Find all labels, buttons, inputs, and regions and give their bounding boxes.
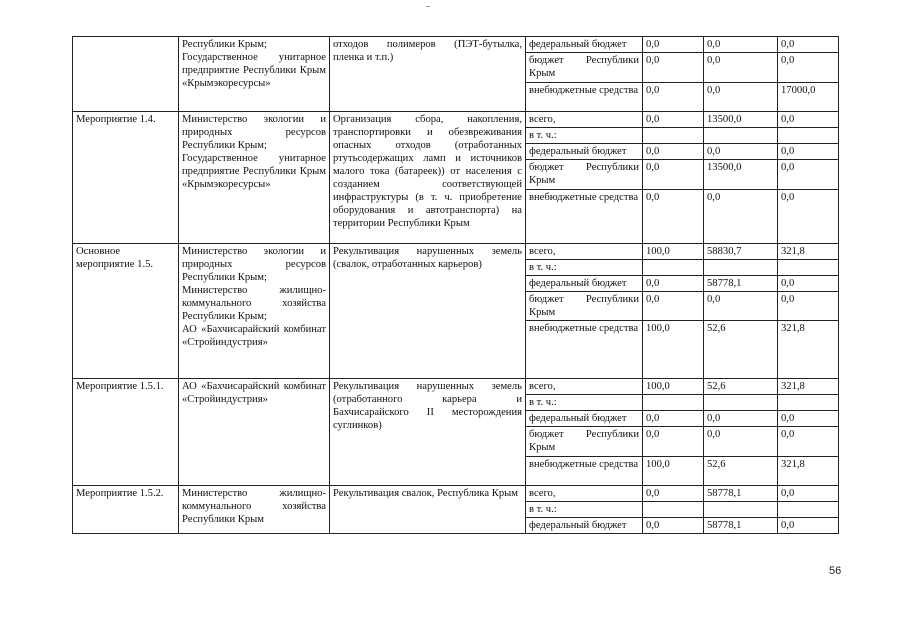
funding-source [526,276,643,292]
funding-value-1-text: 0,0 [646,192,660,203]
funding-value-3-text: 0,0 [781,488,795,499]
funding-value-1 [643,112,704,128]
measure-description-text: Рекультивация свалок, Республика Крым [333,488,518,499]
funding-source [526,160,643,190]
funding-value-1-text: 0,0 [646,146,660,157]
funding-value-2 [704,190,778,244]
funding-value-3-text: 0,0 [781,520,795,531]
measure-description [330,486,526,534]
funding-value-2 [704,321,778,379]
table-row [73,486,839,502]
funding-source-text: бюджет Республики Крым [529,294,639,318]
funding-source [526,379,643,395]
funding-value-3-text: 321,8 [781,323,805,334]
funding-value-3 [778,411,839,427]
table-row [73,37,839,53]
funding-value-1 [643,260,704,276]
funding-source [526,190,643,244]
funding-source [526,37,643,53]
funding-source-text: бюджет Республики Крым [529,55,639,79]
funding-value-3-text: 321,8 [781,381,805,392]
funding-source [526,128,643,144]
funding-source [526,502,643,518]
funding-value-3 [778,190,839,244]
funding-value-3 [778,53,839,83]
measure-description-text: Рекультивация нарушенных земель (свалок, отработанных карьеров) [333,246,522,270]
funding-value-2 [704,37,778,53]
funding-value-1-text: 100,0 [646,381,670,392]
funding-value-2 [704,518,778,534]
measure-executor-text: Республики Крым; Государственное унитарное предприятие Республики Крым «Крымэкоресурсы» [182,39,326,89]
funding-value-2-text: 13500,0 [707,162,742,173]
funding-value-2-text: 58830,7 [707,246,742,257]
funding-value-3 [778,112,839,128]
funding-value-2-text: 0,0 [707,39,721,50]
funding-value-3 [778,457,839,486]
funding-source [526,260,643,276]
funding-value-1 [643,276,704,292]
funding-source [526,244,643,260]
funding-value-1 [643,83,704,112]
funding-value-1-text: 0,0 [646,162,660,173]
funding-value-1 [643,160,704,190]
funding-value-3 [778,518,839,534]
funding-value-1-text: 0,0 [646,39,660,50]
funding-value-2 [704,144,778,160]
measure-executor [179,244,330,379]
funding-value-2-text: 13500,0 [707,114,742,125]
funding-value-1 [643,379,704,395]
funding-value-1-text: 100,0 [646,459,670,470]
table-row [73,112,839,128]
measure-name [73,379,179,486]
funding-value-3 [778,128,839,144]
measure-description [330,37,526,112]
funding-source-text: внебюджетные средства [529,85,639,96]
measure-name-text: Основное мероприятие 1.5. [76,246,154,270]
funding-value-3 [778,260,839,276]
funding-source-text: всего, [529,381,556,392]
funding-value-2-text: 0,0 [707,429,721,440]
funding-source-text: федеральный бюджет [529,413,627,424]
measure-description-text: отходов полимеров (ПЭТ-бутылка, пленка и т.п.) [333,39,522,63]
funding-source [526,112,643,128]
funding-value-2-text: 58778,1 [707,488,742,499]
funding-value-3-text: 0,0 [781,39,795,50]
measure-name-text: Мероприятие 1.5.1. [76,381,164,392]
funding-source-text: в т. ч.: [529,130,557,141]
funding-value-3-text: 17000,0 [781,85,816,96]
funding-value-1-text: 100,0 [646,246,670,257]
funding-value-1 [643,37,704,53]
funding-value-2 [704,395,778,411]
funding-value-2 [704,112,778,128]
measure-description-text: Организация сбора, накопления, транспортировки и обезвреживания опасных отходов (отработанных ртутьсодержащих ламп и источников малого тока (батареек)) от населения с созданием соответствующей инфраструктуры (в т. ч. приобретение оборудования и автотранспорта) на территории Республики Крым [333,114,522,229]
funding-source-text: внебюджетные средства [529,323,639,334]
table-row [73,244,839,260]
measure-executor [179,379,330,486]
funding-source-text: бюджет Республики Крым [529,162,639,186]
funding-value-2 [704,83,778,112]
budget-table [72,36,839,534]
funding-value-1 [643,292,704,321]
measure-executor-text: Министерство экологии и природных ресурсов Республики Крым; Министерство жилищно-коммунального хозяйства Республики Крым; АО «Бахчисарайский комбинат «Стройиндустрия» [182,246,326,348]
measure-description [330,112,526,244]
funding-value-1-text: 100,0 [646,323,670,334]
measure-executor [179,486,330,534]
funding-source [526,486,643,502]
funding-source-text: федеральный бюджет [529,146,627,157]
scan-mark [426,6,430,7]
funding-value-2-text: 0,0 [707,85,721,96]
funding-value-2 [704,160,778,190]
funding-value-2-text: 52,6 [707,459,726,470]
funding-value-3 [778,379,839,395]
funding-source-text: в т. ч.: [529,397,557,408]
funding-value-1-text: 0,0 [646,278,660,289]
funding-value-1 [643,244,704,260]
funding-value-3 [778,502,839,518]
measure-executor-text: АО «Бахчисарайский комбинат «Стройиндустрия» [182,381,326,405]
funding-source [526,292,643,321]
funding-value-1 [643,502,704,518]
funding-value-2-text: 52,6 [707,381,726,392]
funding-value-1-text: 0,0 [646,55,660,66]
funding-source-text: федеральный бюджет [529,520,627,531]
funding-value-2-text: 58778,1 [707,278,742,289]
funding-value-3-text: 321,8 [781,246,805,257]
funding-value-3-text: 0,0 [781,162,795,173]
funding-value-2 [704,260,778,276]
funding-value-1 [643,411,704,427]
measure-name [73,37,179,112]
funding-value-1 [643,395,704,411]
measure-name [73,244,179,379]
funding-value-3-text: 0,0 [781,413,795,424]
funding-value-3-text: 0,0 [781,55,795,66]
funding-value-3-text: 0,0 [781,278,795,289]
funding-value-3-text: 0,0 [781,146,795,157]
funding-value-2 [704,457,778,486]
funding-value-1-text: 0,0 [646,488,660,499]
funding-source [526,395,643,411]
page-number: 56 [829,565,842,577]
funding-source [526,411,643,427]
funding-source-text: всего, [529,114,556,125]
funding-value-2-text: 0,0 [707,55,721,66]
measure-name-text: Мероприятие 1.5.2. [76,488,164,499]
funding-source-text: в т. ч.: [529,262,557,273]
funding-source-text: внебюджетные средства [529,192,639,203]
funding-value-3 [778,395,839,411]
funding-value-1-text: 0,0 [646,114,660,125]
funding-value-1 [643,321,704,379]
funding-source [526,518,643,534]
measure-executor-text: Министерство экологии и природных ресурсов Республики Крым; Государственное унитарное предприятие Республики Крым «Крымэкоресурсы» [182,114,326,190]
funding-value-1 [643,144,704,160]
funding-value-1 [643,190,704,244]
measure-description-text: Рекультивация нарушенных земель (отработанного карьера и Бахчисарайского II месторождения суглинков) [333,381,522,431]
funding-value-2-text: 0,0 [707,146,721,157]
funding-source [526,321,643,379]
measure-executor [179,37,330,112]
funding-value-2 [704,379,778,395]
funding-source-text: всего, [529,488,556,499]
funding-value-3 [778,292,839,321]
funding-value-1 [643,128,704,144]
table-row [73,379,839,395]
funding-value-2 [704,411,778,427]
funding-value-1 [643,427,704,457]
funding-value-3 [778,160,839,190]
measure-executor-text: Министерство жилищно-коммунального хозяйства Республики Крым [182,488,326,525]
funding-value-1 [643,486,704,502]
funding-value-2 [704,292,778,321]
measure-name [73,486,179,534]
funding-value-3-text: 0,0 [781,294,795,305]
funding-value-2 [704,276,778,292]
funding-value-1-text: 0,0 [646,85,660,96]
measure-name [73,112,179,244]
funding-value-3-text: 0,0 [781,192,795,203]
measure-name-text: Мероприятие 1.4. [76,114,156,125]
funding-value-3 [778,486,839,502]
funding-value-2-text: 52,6 [707,323,726,334]
funding-source [526,457,643,486]
funding-value-3 [778,427,839,457]
funding-value-2-text: 58778,1 [707,520,742,531]
measure-description [330,244,526,379]
funding-source-text: всего, [529,246,556,257]
funding-source-text: федеральный бюджет [529,39,627,50]
funding-source-text: внебюджетные средства [529,459,639,470]
funding-source-text: в т. ч.: [529,504,557,515]
funding-value-2-text: 0,0 [707,294,721,305]
measure-description [330,379,526,486]
funding-value-2 [704,486,778,502]
funding-source [526,83,643,112]
measure-executor [179,112,330,244]
funding-value-2 [704,502,778,518]
funding-value-2 [704,427,778,457]
funding-source [526,427,643,457]
funding-source [526,144,643,160]
funding-value-2 [704,53,778,83]
funding-value-3 [778,37,839,53]
funding-value-1-text: 0,0 [646,429,660,440]
funding-value-1 [643,457,704,486]
funding-value-3 [778,321,839,379]
funding-value-3 [778,276,839,292]
funding-value-2-text: 0,0 [707,413,721,424]
funding-value-1 [643,518,704,534]
funding-source-text: федеральный бюджет [529,278,627,289]
funding-value-3-text: 321,8 [781,459,805,470]
funding-value-2 [704,128,778,144]
funding-value-2-text: 0,0 [707,192,721,203]
funding-value-3 [778,244,839,260]
funding-value-1-text: 0,0 [646,294,660,305]
funding-value-1-text: 0,0 [646,520,660,531]
funding-value-1 [643,53,704,83]
funding-source [526,53,643,83]
funding-value-3 [778,144,839,160]
funding-value-2 [704,244,778,260]
funding-value-3-text: 0,0 [781,114,795,125]
funding-value-3-text: 0,0 [781,429,795,440]
funding-source-text: бюджет Республики Крым [529,429,639,453]
funding-value-1-text: 0,0 [646,413,660,424]
funding-value-3 [778,83,839,112]
